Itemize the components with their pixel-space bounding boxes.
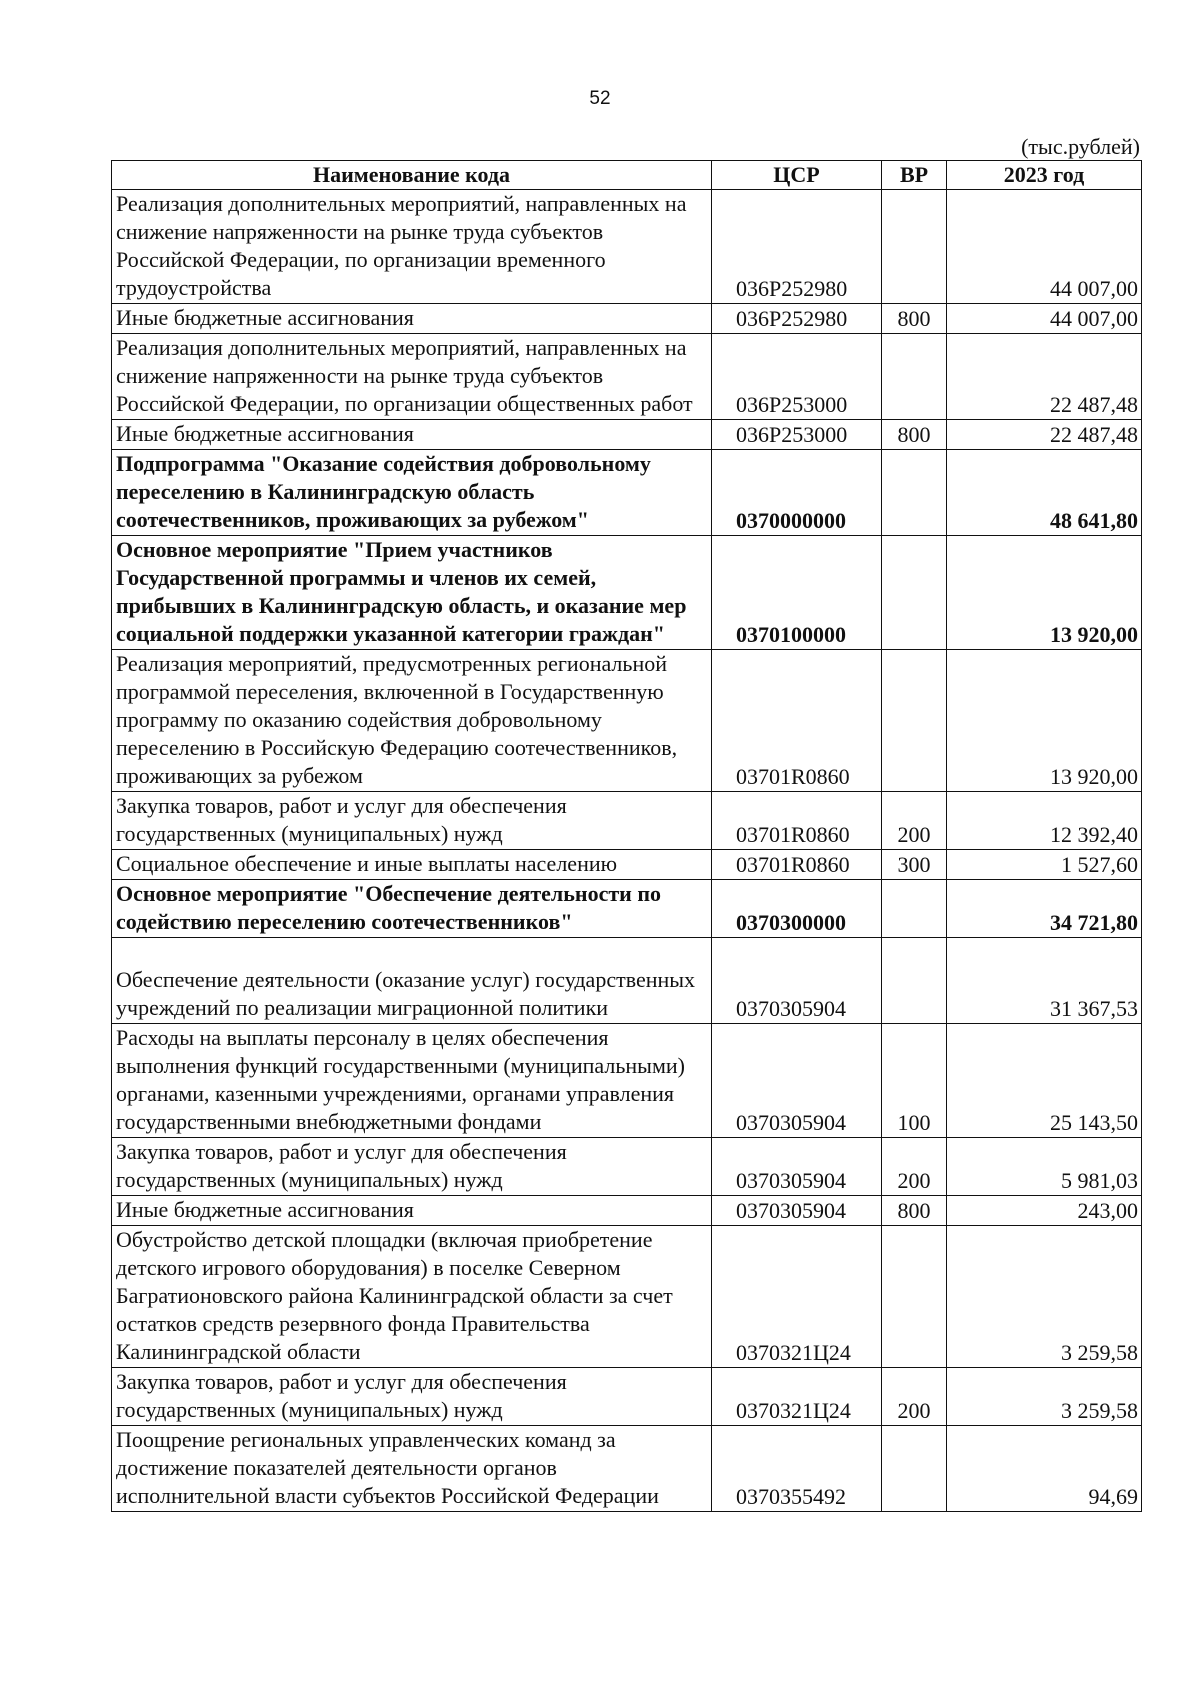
cell-vr [882,334,947,420]
table-row [112,1368,1142,1426]
cell-name: Реализация дополнительных мероприятий, направленных на снижение напряженности на рынке труда субъектов Российской Федерации, по организации временного трудоустройства [112,190,712,304]
cell-vr: 200 [882,1368,947,1426]
table-row [112,1024,1142,1138]
cell-csr: 0370305904 [712,1138,882,1196]
cell-sum: 5 981,03 [947,1138,1142,1196]
cell-csr: 0370300000 [712,880,882,938]
table-row [112,1426,1142,1512]
cell-sum: 22 487,48 [947,420,1142,450]
table-row [112,190,1142,304]
cell-csr: 0370100000 [712,536,882,650]
cell-sum: 44 007,00 [947,304,1142,334]
cell-sum: 25 143,50 [947,1024,1142,1138]
cell-csr: 0370321Ц24 [712,1226,882,1368]
table-row [112,1226,1142,1368]
cell-csr: 03701R0860 [712,792,882,850]
table-row [112,850,1142,880]
cell-vr [882,1226,947,1368]
cell-sum: 3 259,58 [947,1368,1142,1426]
header-csr: ЦСР [712,161,882,190]
cell-vr [882,938,947,1024]
cell-sum: 1 527,60 [947,850,1142,880]
cell-name: Социальное обеспечение и иные выплаты населению [112,850,712,880]
cell-sum: 3 259,58 [947,1226,1142,1368]
cell-name: Закупка товаров, работ и услуг для обеспечения государственных (муниципальных) нужд [112,792,712,850]
cell-vr: 200 [882,792,947,850]
cell-name: Основное мероприятие "Обеспечение деятельности по содействию переселению соотечественников" [112,880,712,938]
cell-vr [882,650,947,792]
cell-name [112,938,712,1024]
cell-name: Подпрограмма "Оказание содействия добровольному переселению в Калининградскую область соотечественников, проживающих за рубежом" [112,450,712,536]
cell-vr: 800 [882,304,947,334]
cell-csr: 0370305904 [712,1024,882,1138]
cell-vr [882,536,947,650]
table-row [112,304,1142,334]
cell-vr [882,190,947,304]
cell-sum: 34 721,80 [947,880,1142,938]
cell-sum: 31 367,53 [947,938,1142,1024]
cell-sum: 44 007,00 [947,190,1142,304]
cell-sum: 12 392,40 [947,792,1142,850]
cell-vr: 200 [882,1138,947,1196]
cell-csr: 0370000000 [712,450,882,536]
cell-name: Иные бюджетные ассигнования [112,1196,712,1226]
cell-csr: 036Р252980 [712,304,882,334]
cell-vr: 300 [882,850,947,880]
cell-name: Поощрение региональных управленческих команд за достижение показателей деятельности органов исполнительной власти субъектов Российской Федерации [112,1426,712,1512]
cell-sum: 94,69 [947,1426,1142,1512]
header-name: Наименование кода [112,161,712,190]
cell-vr [882,450,947,536]
cell-name: Закупка товаров, работ и услуг для обеспечения государственных (муниципальных) нужд [112,1138,712,1196]
cell-sum: 22 487,48 [947,334,1142,420]
table-row [112,938,1142,1024]
cell-csr: 036Р252980 [712,190,882,304]
cell-name: Основное мероприятие "Прием участников Государственной программы и членов их семей, прибывших в Калининградскую область, и оказание мер социальной поддержки указанной категории граждан" [112,536,712,650]
table-row [112,650,1142,792]
cell-vr [882,880,947,938]
cell-vr: 800 [882,1196,947,1226]
cell-sum: 13 920,00 [947,650,1142,792]
cell-name-text: Обеспечение деятельности (оказание услуг) государственных учреждений по реализации миграционной политики [116,967,696,1020]
cell-sum: 13 920,00 [947,536,1142,650]
table-row [112,880,1142,938]
table-row [112,420,1142,450]
row-spacer [116,938,707,966]
table-row [112,792,1142,850]
cell-csr: 0370305904 [712,1196,882,1226]
units-label: (тыс.рублей) [1021,134,1140,159]
cell-vr: 800 [882,420,947,450]
budget-table [111,160,1142,1512]
table-header-row [112,161,1142,190]
cell-vr [882,1426,947,1512]
cell-name: Реализация дополнительных мероприятий, направленных на снижение напряженности на рынке труда субъектов Российской Федерации, по организации общественных работ [112,334,712,420]
cell-csr: 036Р253000 [712,420,882,450]
cell-csr: 036Р253000 [712,334,882,420]
table-row [112,536,1142,650]
cell-name: Иные бюджетные ассигнования [112,304,712,334]
table-row [112,1138,1142,1196]
table-row [112,334,1142,420]
cell-name: Иные бюджетные ассигнования [112,420,712,450]
cell-name: Расходы на выплаты персоналу в целях обеспечения выполнения функций государственными (муниципальными) органами, казенными учреждениями, органами управления государственными внебюджетными фондами [112,1024,712,1138]
cell-csr: 0370321Ц24 [712,1368,882,1426]
cell-csr: 03701R0860 [712,650,882,792]
cell-sum: 48 641,80 [947,450,1142,536]
cell-vr: 100 [882,1024,947,1138]
cell-csr: 03701R0860 [712,850,882,880]
table-row [112,1196,1142,1226]
header-sum: 2023 год [947,161,1142,190]
page-number: 52 [589,88,611,109]
cell-name: Реализация мероприятий, предусмотренных региональной программой переселения, включенной в Государственную программу по оказанию содействия добровольному переселению в Российскую Федерацию соотечественников, проживающих за рубежом [112,650,712,792]
cell-csr: 0370355492 [712,1426,882,1512]
cell-csr: 0370305904 [712,938,882,1024]
table-row [112,450,1142,536]
cell-name: Закупка товаров, работ и услуг для обеспечения государственных (муниципальных) нужд [112,1368,712,1426]
header-vr: ВР [882,161,947,190]
cell-sum: 243,00 [947,1196,1142,1226]
cell-name: Обустройство детской площадки (включая приобретение детского игрового оборудования) в поселке Северном Багратионовского района Калининградской области за счет остатков средств резервного фонда Правительства Калининградской области [112,1226,712,1368]
